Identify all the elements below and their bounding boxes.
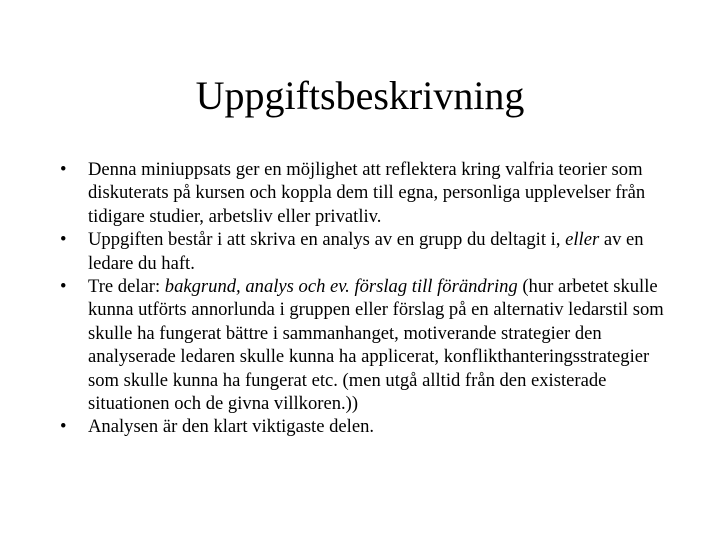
slide-title: Uppgiftsbeskrivning xyxy=(195,73,525,118)
bullet-text xyxy=(88,416,374,437)
text-segment: Uppgiften består i att skriva en analys av en grupp du deltagit i, xyxy=(88,229,566,251)
bullet-item xyxy=(56,275,680,415)
bullet-text xyxy=(88,159,645,227)
bullet-dot-icon: • xyxy=(60,416,67,438)
emphasized-text: eller xyxy=(565,229,600,251)
text-segment: Denna miniuppsats ger en möjlighet att reflektera kring valfria teorier som diskuterats på kursen och koppla dem till egna, personliga upplevelser från tidigare studier, arbetsliv eller privatliv. xyxy=(88,159,646,227)
bullet-text xyxy=(88,276,664,414)
bullet-text xyxy=(88,229,644,273)
bullet-item xyxy=(56,415,680,438)
emphasized-text: bakgrund, analys och ev. förslag till förändring xyxy=(164,276,518,298)
text-segment: Analysen är den klart viktigaste delen. xyxy=(88,416,375,438)
bullet-item xyxy=(56,228,680,275)
bullet-dot-icon: • xyxy=(60,276,67,298)
bullet-item xyxy=(56,158,680,228)
bullet-dot-icon: • xyxy=(60,159,67,180)
bullet-list xyxy=(56,158,680,439)
text-segment: Tre delar: xyxy=(88,276,165,298)
bullet-dot-icon: • xyxy=(60,229,67,251)
text-segment: av en ledare du haft. xyxy=(88,229,644,274)
text-segment: (hur arbetet skulle kunna utförts annorlunda i gruppen eller förslag på en alternativ ledarstil som skulle ha fungerat bättre i sammanhanget, motiverande strategier den analyserade ledaren skulle kunna ha applicerat, konflikthanteringsstrategier som skulle kunna ha fungerat etc. (men utgå alltid från den existerade situationen och de givna villkoren.)) xyxy=(88,276,664,415)
